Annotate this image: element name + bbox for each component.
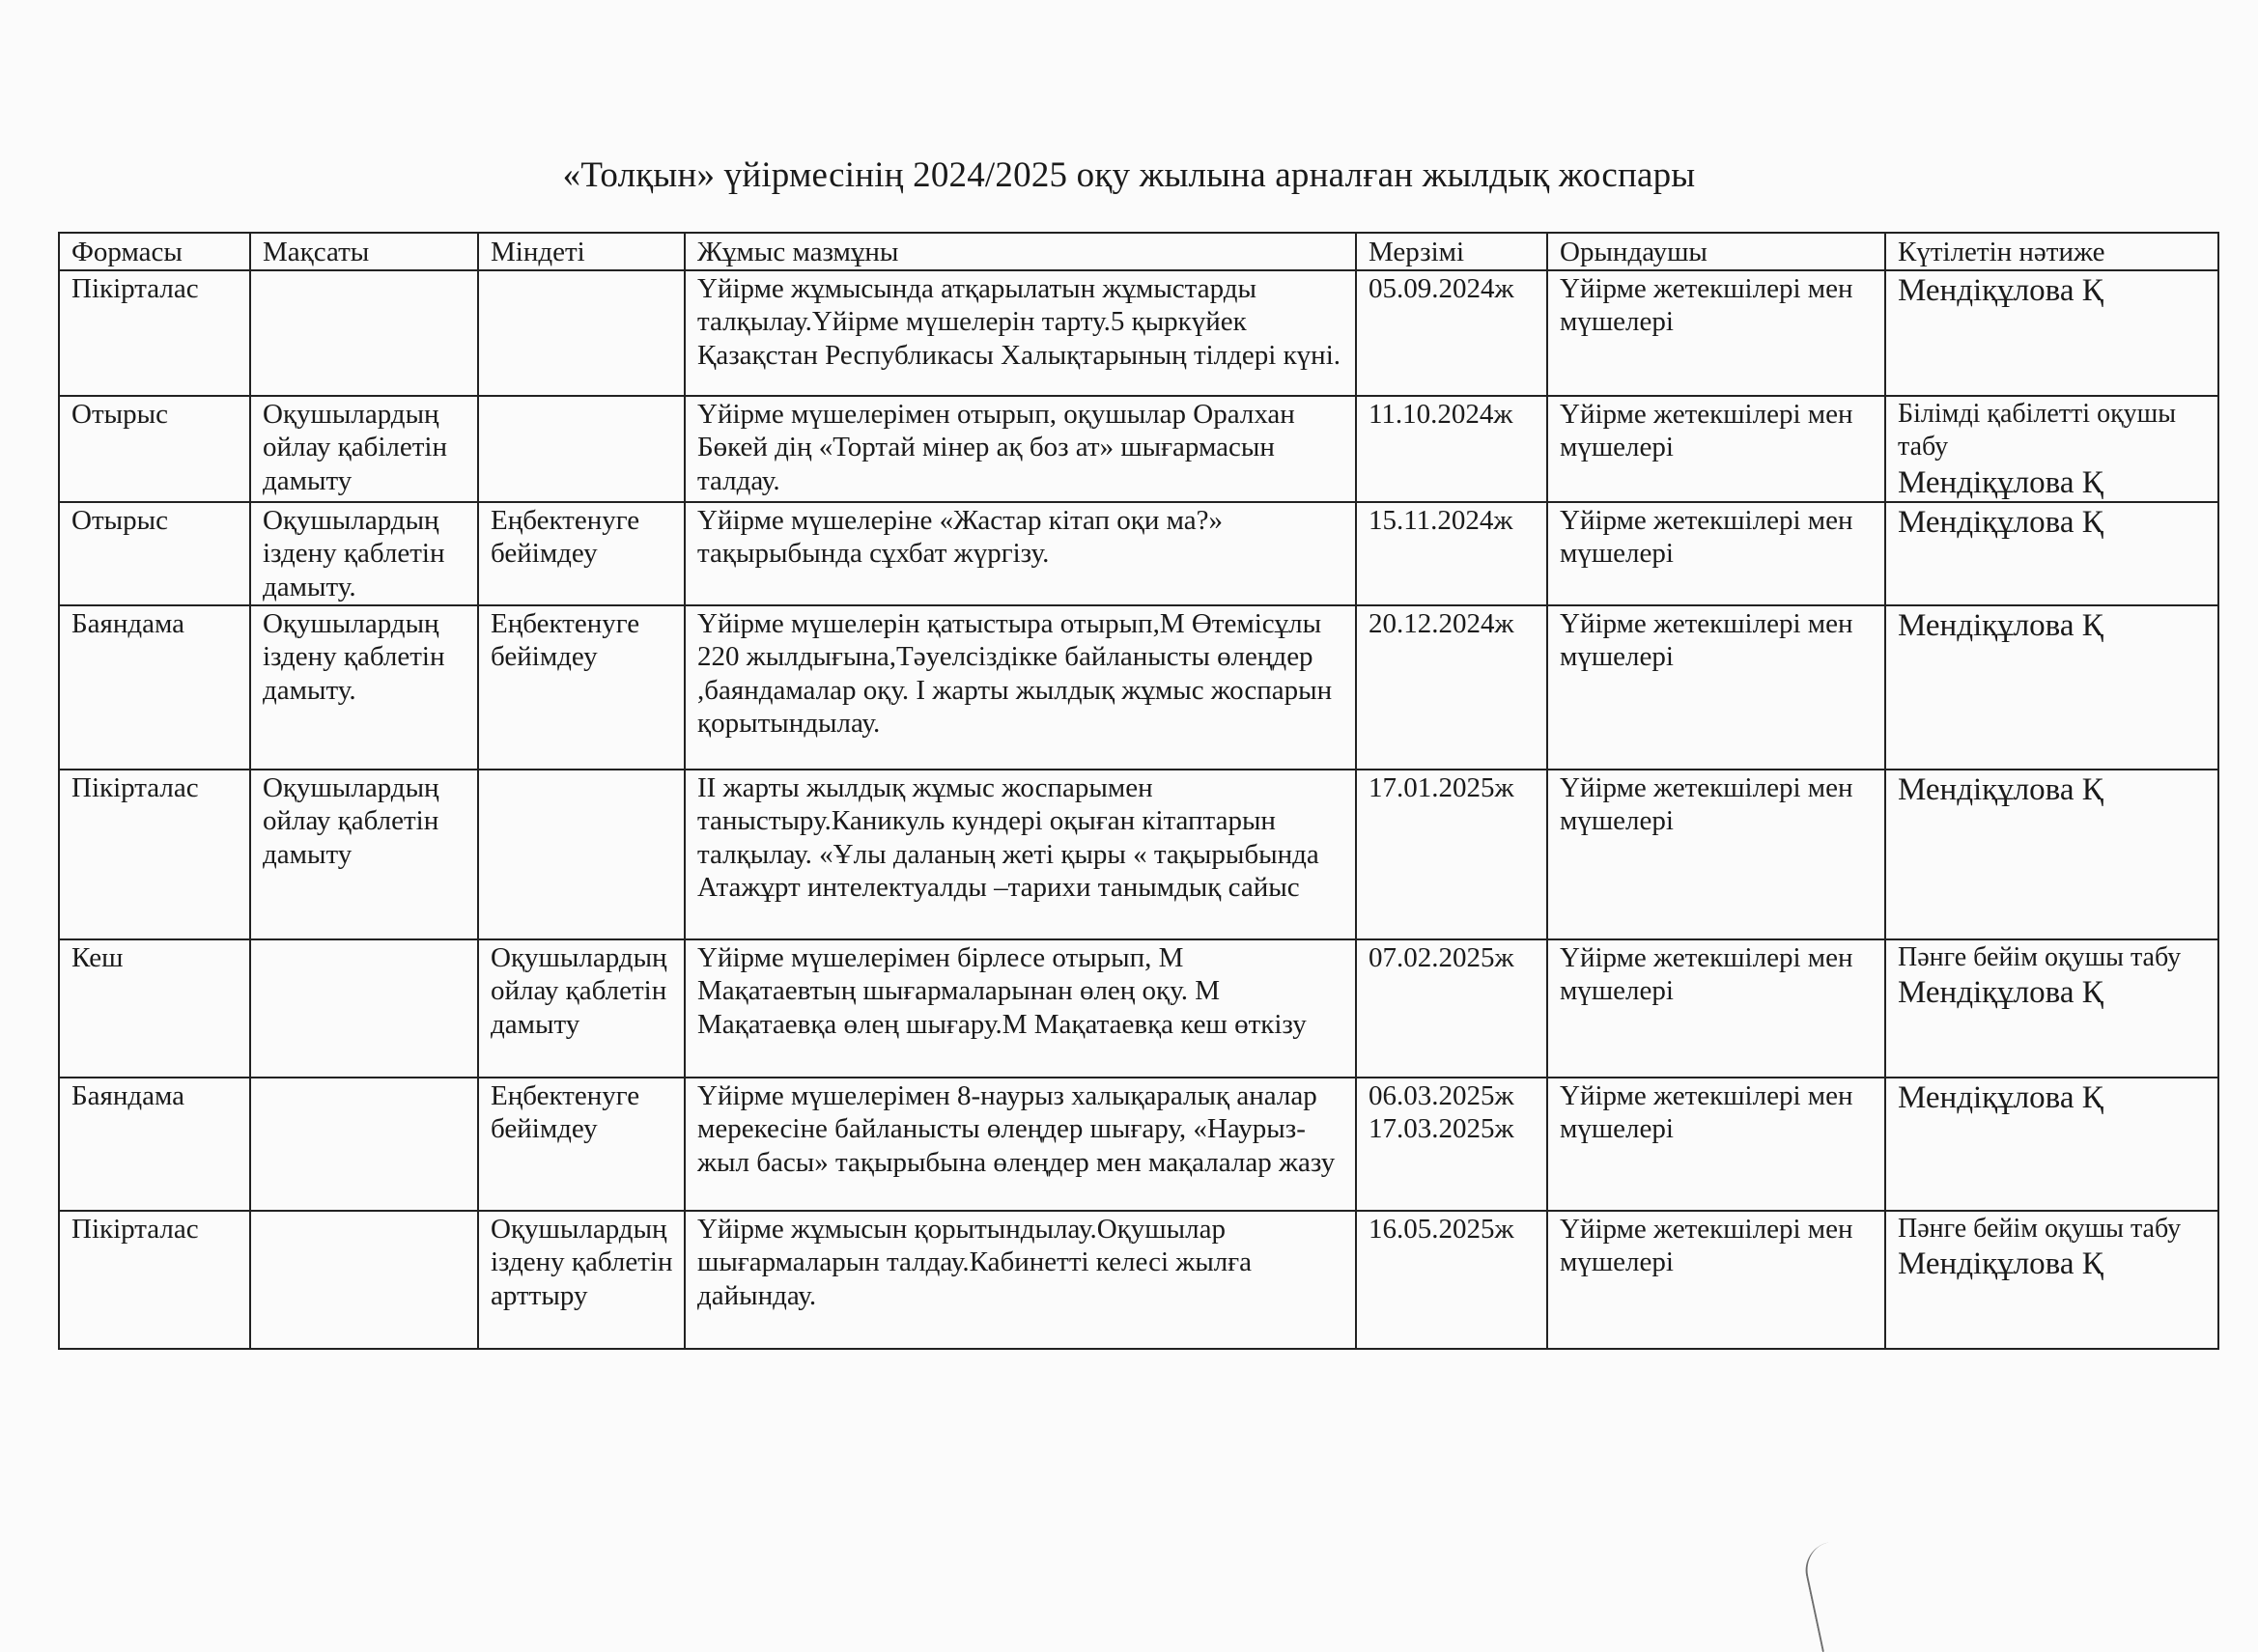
- cell-result: [1885, 939, 2218, 1078]
- cell-date: 16.05.2025ж: [1356, 1211, 1547, 1349]
- cell-content: Үйірме жұмысында атқарылатын жұмыстарды талқылау.Үйірме мүшелерін тарту.5 қыркүйек Қазақстан Республикасы Халықтарының тілдері күні.: [685, 270, 1356, 396]
- cell-content: Үйірме мүшелерімен 8-наурыз халықаралық аналар мерекесіне байланысты өлеңдер шығару, «Наурыз-жыл басы» тақырыбына өлеңдер мен мақалалар жазу: [685, 1078, 1356, 1211]
- cell-task: [478, 396, 685, 502]
- cell-executor: Үйірме жетекшілері мен мүшелері: [1547, 502, 1885, 605]
- cell-form: Баяндама: [59, 605, 250, 770]
- table-row: [59, 939, 2218, 1078]
- cell-content: ІІ жарты жылдық жұмыс жоспарымен таныстыру.Каникуль кундері оқыған кітаптарын талқылау. «Ұлы даланың жеті қыры « тақырыбында Атажұрт интелектуалды –тарихи танымдық сайыс: [685, 770, 1356, 939]
- annual-plan-table: [58, 232, 2219, 1350]
- cell-form: Отырыс: [59, 396, 250, 502]
- cell-executor: Үйірме жетекшілері мен мүшелері: [1547, 270, 1885, 396]
- cell-executor: Үйірме жетекшілері мен мүшелері: [1547, 770, 1885, 939]
- cell-task: Оқушылардың ойлау қаблетін дамыту: [478, 939, 685, 1078]
- cell-date: 05.09.2024ж: [1356, 270, 1547, 396]
- result-name: Мендіқұлова Қ: [1898, 1079, 2103, 1115]
- cell-result: [1885, 605, 2218, 770]
- cell-goal: [250, 1078, 478, 1211]
- cell-result: [1885, 770, 2218, 939]
- cell-executor: Үйірме жетекшілері мен мүшелері: [1547, 939, 1885, 1078]
- table-header-row: [59, 233, 2218, 270]
- cell-result: [1885, 1211, 2218, 1349]
- header-result: Күтілетін нәтиже: [1885, 233, 2218, 270]
- result-name: Мендіқұлова Қ: [1898, 771, 2103, 807]
- cell-date: 15.11.2024ж: [1356, 502, 1547, 605]
- cell-result: [1885, 502, 2218, 605]
- table-row: [59, 770, 2218, 939]
- cell-form: Пікірталас: [59, 770, 250, 939]
- cell-executor: Үйірме жетекшілері мен мүшелері: [1547, 1078, 1885, 1211]
- cell-content: Үйірме мүшелерін қатыстыра отырып,М Өтемісұлы 220 жылдығына,Тәуелсіздікке байланысты өлеңдер ,баяндамалар оқу. І жарты жылдық жұмыс жоспарын қорытындылау.: [685, 605, 1356, 770]
- table-row: [59, 502, 2218, 605]
- cell-date: 11.10.2024ж: [1356, 396, 1547, 502]
- table-row: [59, 1078, 2218, 1211]
- cell-goal: Оқушылардың іздену қаблетін дамыту.: [250, 502, 478, 605]
- cell-form: Кеш: [59, 939, 250, 1078]
- cell-goal: Оқушылардың ойлау қаблетін дамыту: [250, 770, 478, 939]
- cell-content: Үйірме мүшелеріне «Жастар кітап оқи ма?» тақырыбында сұхбат жүргізу.: [685, 502, 1356, 605]
- table-row: [59, 1211, 2218, 1349]
- cell-result: [1885, 1078, 2218, 1211]
- result-note: Пәнге бейім оқушы табу: [1898, 941, 2182, 972]
- table-body: [59, 270, 2218, 1349]
- cell-result: [1885, 270, 2218, 396]
- cell-form: Баяндама: [59, 1078, 250, 1211]
- header-executor: Орындаушы: [1547, 233, 1885, 270]
- cell-form: Пікірталас: [59, 270, 250, 396]
- cell-task: Еңбектенуге бейімдеу: [478, 502, 685, 605]
- cell-goal: [250, 1211, 478, 1349]
- cell-goal: [250, 270, 478, 396]
- result-name: Мендіқұлова Қ: [1898, 1246, 2103, 1281]
- cell-content: Үйірме жұмысын қорытындылау.Оқушылар шығармаларын талдау.Кабинетті келесі жылға дайындау.: [685, 1211, 1356, 1349]
- cell-date: 20.12.2024ж: [1356, 605, 1547, 770]
- cell-executor: Үйірме жетекшілері мен мүшелері: [1547, 396, 1885, 502]
- cell-task: [478, 270, 685, 396]
- cell-date: 17.01.2025ж: [1356, 770, 1547, 939]
- header-date: Мерзімі: [1356, 233, 1547, 270]
- cell-content: Үйірме мүшелерімен отырып, оқушылар Оралхан Бөкей дің «Тортай мінер ақ боз ат» шығармасын талдау.: [685, 396, 1356, 502]
- cell-date: 07.02.2025ж: [1356, 939, 1547, 1078]
- table-row: [59, 605, 2218, 770]
- cell-task: [478, 770, 685, 939]
- table-row: [59, 270, 2218, 396]
- cell-executor: Үйірме жетекшілері мен мүшелері: [1547, 1211, 1885, 1349]
- result-name: Мендіқұлова Қ: [1898, 504, 2103, 540]
- cell-task: Оқушылардың іздену қаблетін арттыру: [478, 1211, 685, 1349]
- result-name: Мендіқұлова Қ: [1898, 464, 2103, 500]
- cell-form: Отырыс: [59, 502, 250, 605]
- header-form: Формасы: [59, 233, 250, 270]
- result-name: Мендіқұлова Қ: [1898, 272, 2103, 308]
- header-content: Жұмыс мазмұны: [685, 233, 1356, 270]
- cell-task: Еңбектенуге бейімдеу: [478, 1078, 685, 1211]
- pen-mark: [1800, 1540, 1862, 1652]
- header-task: Міндеті: [478, 233, 685, 270]
- result-note: Пәнге бейім оқушы табу: [1898, 1213, 2182, 1244]
- result-name: Мендіқұлова Қ: [1898, 975, 2103, 1010]
- cell-executor: Үйірме жетекшілері мен мүшелері: [1547, 605, 1885, 770]
- cell-goal: Оқушылардың ойлау қабілетін дамыту: [250, 396, 478, 502]
- cell-task: Еңбектенуге бейімдеу: [478, 605, 685, 770]
- result-name: Мендіқұлова Қ: [1898, 607, 2103, 643]
- table-row: [59, 396, 2218, 502]
- cell-goal: Оқушылардың іздену қаблетін дамыту.: [250, 605, 478, 770]
- cell-form: Пікірталас: [59, 1211, 250, 1349]
- page-title: «Толқын» үйірмесінің 2024/2025 оқу жылына арналған жылдық жоспары: [562, 155, 1696, 195]
- cell-goal: [250, 939, 478, 1078]
- cell-date: 06.03.2025ж 17.03.2025ж: [1356, 1078, 1547, 1211]
- cell-content: Үйірме мүшелерімен бірлесе отырып, М Мақатаевтың шығармаларынан өлең оқу. М Мақатаевқа өлең шығару.М Мақатаевқа кеш өткізу: [685, 939, 1356, 1078]
- header-goal: Мақсаты: [250, 233, 478, 270]
- result-note: Білімді қабілетті оқушы табу: [1898, 398, 2177, 462]
- cell-result: [1885, 396, 2218, 502]
